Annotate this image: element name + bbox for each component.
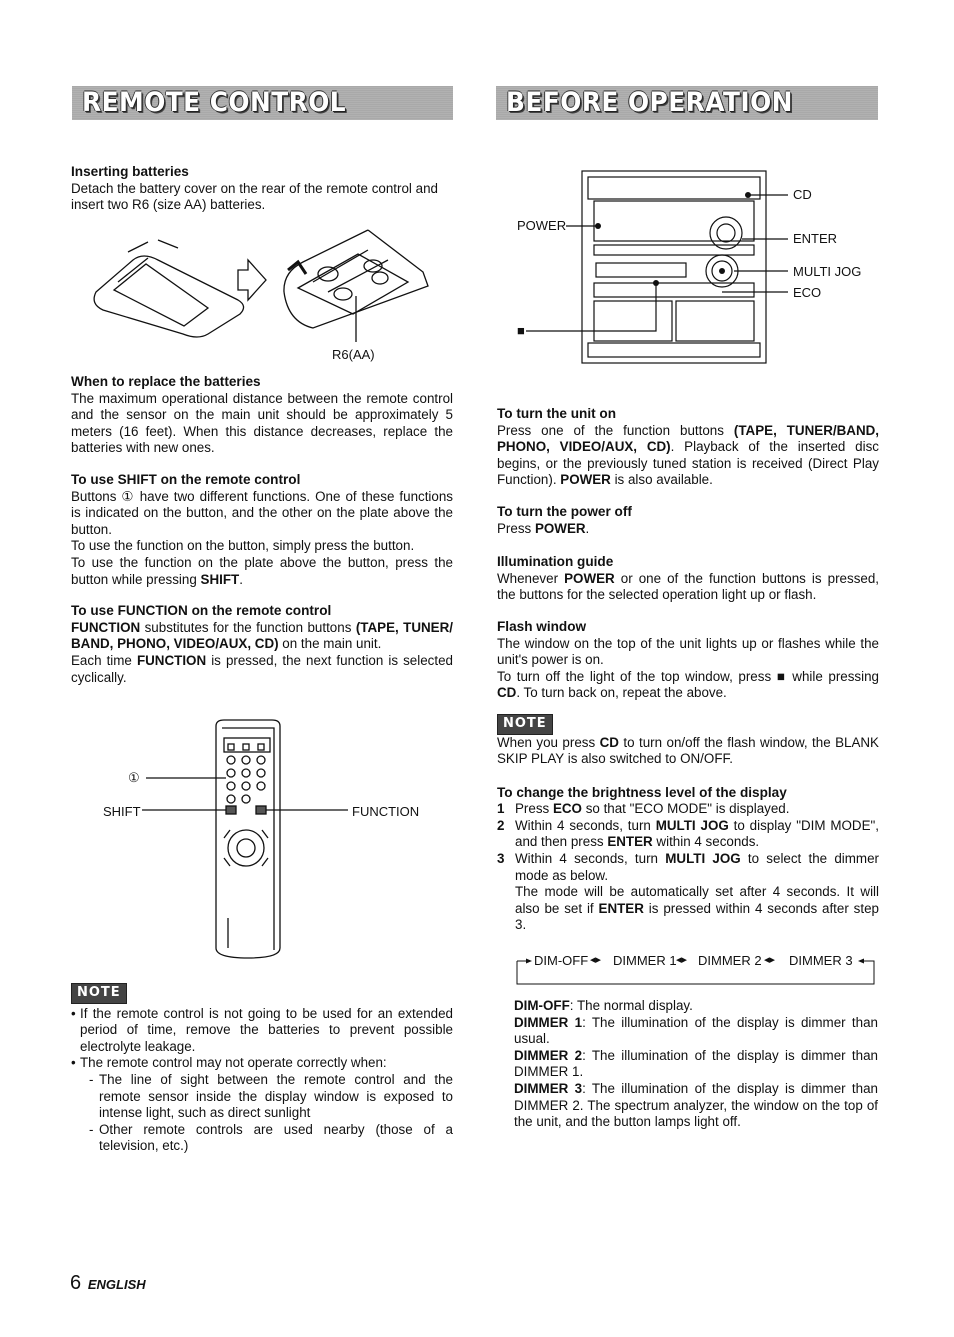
heading-brightness: To change the brightness level of the display bbox=[497, 784, 787, 800]
power-off-c: . bbox=[585, 520, 590, 536]
illumination-a: Whenever bbox=[497, 570, 565, 586]
left-column-lower bbox=[71, 374, 453, 686]
flash-p2-a: To turn off the light of the top window, press ■ while pressing bbox=[497, 668, 879, 684]
power-off-b: POWER bbox=[534, 520, 586, 536]
unit-label-stop: ■ bbox=[517, 323, 525, 338]
dimmer-cycle-arrow-3: ◂▸ bbox=[764, 954, 776, 966]
section-flash-window bbox=[497, 619, 879, 702]
replace-text: The maximum operational distance between the remote control and the sensor on the main unit should be approximately 5 meters (16 feet). When this distance decreases, replace the batteries with new ones. bbox=[71, 390, 453, 456]
dimmer-cycle-dimmer-1: DIMMER 1 bbox=[613, 953, 677, 968]
illumination-b: POWER bbox=[564, 570, 615, 586]
flash-p2-b: CD bbox=[497, 685, 517, 701]
section-power-off bbox=[497, 504, 879, 537]
heading-inserting-batteries: Inserting batteries bbox=[71, 164, 189, 179]
left-note-item-2-text: The remote control may not operate correctly when: bbox=[80, 1055, 387, 1071]
brightness-step-3: 3 Within 4 seconds, turn MULTI JOG to select the dimmer mode as below. The mode will be automatically set after 4 seconds. It will also be set if ENTER is pressed within 4 seconds after step 3. bbox=[497, 851, 879, 933]
left-note-sublist bbox=[80, 1072, 453, 1155]
heading-flash-window: Flash window bbox=[497, 618, 587, 634]
left-note-subitem-2: - Other remote controls are used nearby (those of a television, etc.) bbox=[89, 1122, 453, 1155]
battery-size-label: R6(AA) bbox=[332, 347, 375, 362]
shift-p1: Buttons ① have two different functions. One of these functions is indicated on the button, and the other on the plate above the button. bbox=[71, 488, 453, 537]
flash-p2-c: . To turn back on, repeat the above. bbox=[516, 685, 727, 701]
brightness-step-3-detail: The mode will be automatically set after 4 seconds. It will also be set if ENTER is pressed within 4 seconds after step 3. bbox=[515, 884, 879, 933]
left-note-badge: NOTE bbox=[71, 983, 127, 1004]
left-note-item-2 bbox=[71, 1055, 453, 1155]
turn-on-c: . Playback of the inserted disc begins, or the previously tuned station is received (Direct Play Function). bbox=[497, 439, 879, 488]
unit-label-multi-jog: MULTI JOG bbox=[793, 264, 862, 279]
remote-function-label: FUNCTION bbox=[352, 804, 420, 819]
function-p2-b: FUNCTION bbox=[136, 652, 207, 668]
left-note-subitem-1: - The line of sight between the remote control and the remote sensor inside the display window is exposed to intense light, such as direct sunlight bbox=[89, 1072, 453, 1122]
right-column bbox=[497, 406, 879, 934]
dimmer-cycle-dimmer-3: DIMMER 3 bbox=[789, 953, 853, 968]
illumination-c: or one of the function buttons is pressed, the buttons for the selected operation light up or flash. bbox=[497, 570, 880, 603]
flash-p1: The window on the top of the unit lights up or flashes while the unit's power is on. bbox=[497, 635, 879, 668]
function-p1 bbox=[71, 620, 453, 653]
function-p1-c: (TAPE, TUNER/ BAND, PHONO, VIDEO/AUX, CD) bbox=[71, 619, 453, 652]
power-off-text bbox=[497, 521, 879, 538]
flash-p2 bbox=[497, 669, 879, 702]
right-note-b: CD bbox=[599, 734, 619, 750]
right-note-c: to turn on/off the flash window, the BLANK SKIP PLAY is also switched to ON/OFF. bbox=[497, 734, 879, 767]
left-note bbox=[71, 983, 453, 1155]
turn-on-e: is also available. bbox=[610, 472, 713, 488]
turn-on-text bbox=[497, 423, 879, 489]
heading-power-off: To turn the power off bbox=[497, 503, 632, 519]
shift-p2: To use the function on the button, simply press the button. bbox=[71, 538, 415, 554]
page-footer bbox=[70, 1272, 146, 1294]
unit-label-power: POWER bbox=[517, 218, 567, 233]
dimmer-definitions bbox=[514, 998, 878, 1131]
remote-marker-label: ① bbox=[128, 770, 140, 785]
dimmer-cycle-diagram bbox=[514, 950, 878, 988]
brightness-steps bbox=[497, 801, 879, 934]
heading-shift: To use SHIFT on the remote control bbox=[71, 471, 301, 487]
section-replace-batteries bbox=[71, 374, 453, 457]
shift-p3 bbox=[71, 555, 453, 588]
illumination-text bbox=[497, 571, 879, 604]
unit-illustration bbox=[510, 165, 880, 375]
left-note-item-1: • If the remote control is not going to be used for an extended period of time, remove the batteries to prevent possible electrolyte leakage. bbox=[71, 1006, 453, 1056]
brightness-step-2: 2 Within 4 seconds, turn MULTI JOG to display "DIM MODE", and then press ENTER within 4 seconds. bbox=[497, 817, 879, 850]
dimmer-cycle-arrow-2: ◂▸ bbox=[676, 954, 688, 966]
right-note-a: When you press bbox=[497, 734, 600, 750]
dimmer-cycle-dim-off: DIM-OFF bbox=[534, 953, 589, 968]
shift-p3-c: . bbox=[239, 571, 243, 587]
power-off-a: Press bbox=[497, 520, 535, 536]
battery-illustration bbox=[88, 222, 433, 367]
dimmer-cycle-dimmer-2: DIMMER 2 bbox=[698, 953, 762, 968]
remote-control-drawing bbox=[100, 718, 430, 968]
function-p1-b: substitutes for the function buttons bbox=[140, 619, 356, 635]
def-dimmer-1: DIMMER 1: The illumination of the display is dimmer than usual. bbox=[514, 1014, 878, 1047]
brightness-step-1: 1 Press ECO so that "ECO MODE" is displayed. bbox=[497, 801, 790, 817]
section-shift bbox=[71, 472, 453, 588]
function-p1-d: on the main unit. bbox=[278, 636, 382, 652]
footer-language: ENGLISH bbox=[87, 1277, 146, 1292]
page-number: 6 bbox=[70, 1272, 82, 1294]
banner-title-left: REMOTE CONTROL bbox=[82, 87, 347, 118]
function-p2-c: is pressed, the next function is selected cyclically. bbox=[71, 652, 453, 685]
right-note-badge: NOTE bbox=[497, 714, 553, 735]
banner-title-right: BEFORE OPERATION bbox=[506, 87, 793, 118]
heading-function: To use FUNCTION on the remote control bbox=[71, 603, 332, 619]
heading-illumination: Illumination guide bbox=[497, 554, 614, 570]
heading-turn-on: To turn the unit on bbox=[497, 406, 617, 421]
banner-remote-control bbox=[72, 86, 453, 120]
function-p1-a: FUNCTION bbox=[71, 619, 141, 635]
shift-p3-b: SHIFT bbox=[200, 571, 240, 587]
left-note-list bbox=[71, 1006, 453, 1155]
section-right-note bbox=[497, 714, 879, 768]
function-p2-a: Each time bbox=[71, 652, 137, 668]
banner-before-operation bbox=[496, 86, 878, 120]
section-inserting-batteries bbox=[71, 164, 453, 214]
turn-on-d: POWER bbox=[560, 472, 611, 488]
heading-replace-batteries: When to replace the batteries bbox=[71, 374, 261, 389]
unit-label-eco: ECO bbox=[793, 285, 822, 300]
section-function bbox=[71, 603, 453, 686]
section-brightness bbox=[497, 785, 879, 934]
shift-p3-a: To use the function on the plate above the button, press the button while pressing bbox=[71, 554, 453, 587]
turn-on-a: Press one of the function buttons bbox=[497, 422, 734, 438]
section-turn-on bbox=[497, 406, 879, 489]
inserting-text: Detach the battery cover on the rear of the remote control and insert two R6 (size AA) batteries. bbox=[71, 180, 438, 213]
def-dimmer-2: DIMMER 2: The illumination of the display is dimmer than DIMMER 1. bbox=[514, 1047, 878, 1080]
left-column bbox=[71, 164, 453, 214]
def-dim-off: DIM-OFF: The normal display. bbox=[514, 998, 693, 1013]
right-note-text bbox=[497, 735, 879, 768]
def-dimmer-3: DIMMER 3: The illumination of the display is dimmer than DIMMER 2. The spectrum analyzer, the window on the top of the unit, and the button lamps light off. bbox=[514, 1080, 878, 1130]
unit-label-cd: CD bbox=[793, 187, 812, 202]
battery-insertion-drawing bbox=[88, 222, 433, 367]
unit-label-enter: ENTER bbox=[793, 231, 838, 246]
dimmer-cycle-arrow-1: ◂▸ bbox=[590, 954, 602, 966]
section-illumination bbox=[497, 554, 879, 604]
remote-illustration bbox=[100, 718, 430, 968]
remote-shift-label: SHIFT bbox=[103, 804, 141, 819]
function-p2 bbox=[71, 653, 453, 686]
turn-on-b: (TAPE, TUNER/BAND, PHONO, VIDEO/AUX, CD) bbox=[497, 422, 880, 455]
